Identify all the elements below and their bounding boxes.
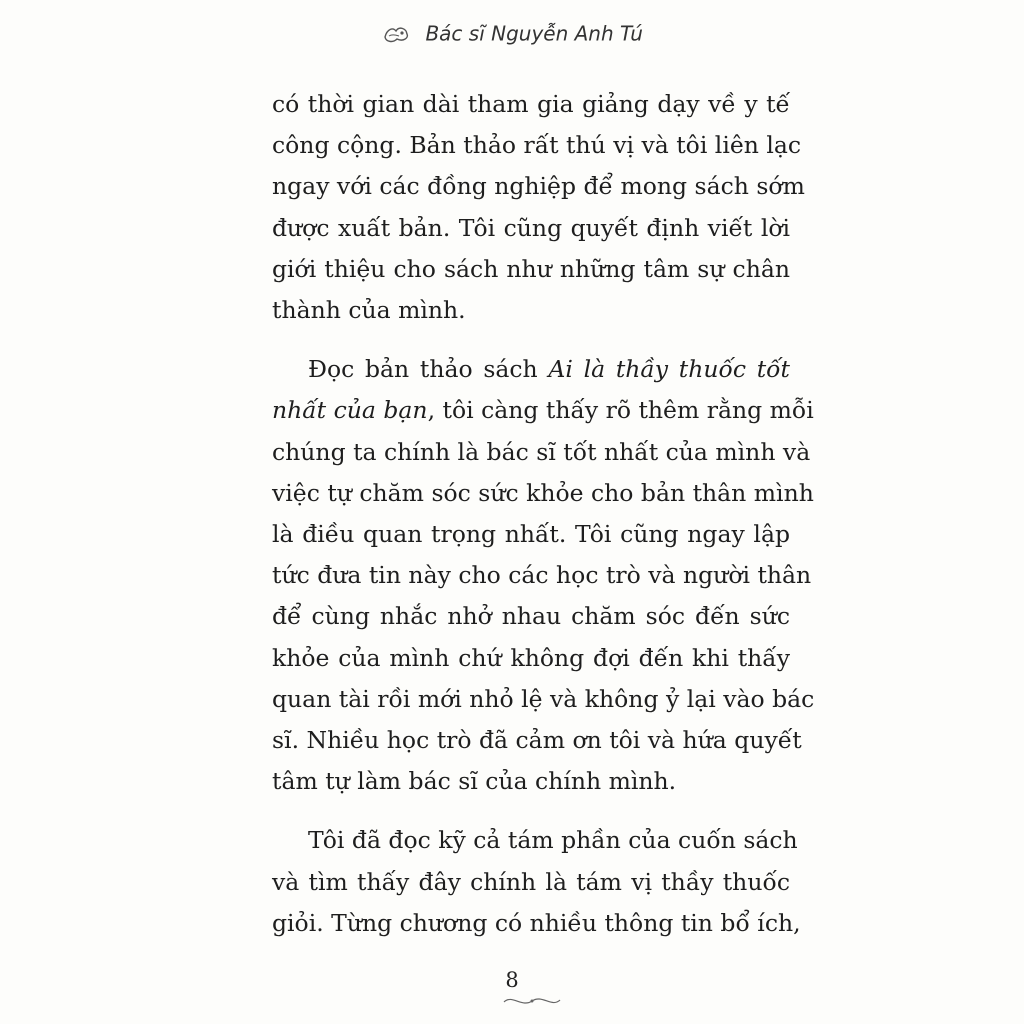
text-line: Tôi đã đọc kỹ cả tám phần của cuốn sách [308,826,798,855]
leaf-ornament-icon [381,23,411,45]
text-line: công cộng. Bản thảo rất thú vị và tôi liên lạc [272,131,802,160]
text-line: giới thiệu cho sách như những tâm sự chân [272,254,790,283]
paragraph-2 [272,349,815,802]
book-title-italic: nhất của bạn [272,396,428,425]
text-line: quan tài rồi mới nhỏ lệ và không ỷ lại vào bác [272,684,815,713]
text-line: tâm tự làm bác sĩ của chính mình. [272,767,677,796]
paragraph-1 [272,84,805,331]
text-line [272,349,790,390]
text-line: chúng ta chính là bác sĩ tốt nhất của mình và [272,437,811,466]
text-line: việc tự chăm sóc sức khỏe cho bản thân mình [272,478,814,507]
text-line: và tìm thấy đây chính là tám vị thầy thuốc [272,867,790,896]
running-header [0,20,1024,46]
body-text [272,84,815,962]
text-line: ngay với các đồng nghiệp để mong sách sớm [272,172,805,201]
text-line: giỏi. Từng chương có nhiều thông tin bổ ích, [272,908,801,937]
text-line: để cùng nhắc nhở nhau chăm sóc đến sức [272,602,790,631]
book-title-italic: Ai là thầy thuốc tốt [548,355,790,384]
text-line: được xuất bản. Tôi cũng quyết định viết lời [272,213,790,242]
page-number: 8 [505,968,519,992]
text-line: khỏe của mình chứ không đợi đến khi thấy [272,643,790,672]
text-line: là điều quan trọng nhất. Tôi cũng ngay lập [272,520,790,549]
paragraph-3 [272,820,801,944]
flourish-ornament-icon [502,992,562,1010]
text-line: sĩ. Nhiều học trò đã cảm ơn tôi và hứa quyết [272,726,802,755]
text-line: có thời gian dài tham gia giảng dạy về y tế [272,90,790,118]
text-run: Đọc bản thảo sách [308,355,549,384]
header-author: Bác sĩ Nguyễn Anh Tú [425,21,643,46]
text-line: thành của mình. [272,296,466,325]
text-run: , tôi càng thấy rõ thêm rằng mỗi [427,396,814,425]
text-line [272,390,814,431]
text-line: tức đưa tin này cho các học trò và người thân [272,561,812,590]
